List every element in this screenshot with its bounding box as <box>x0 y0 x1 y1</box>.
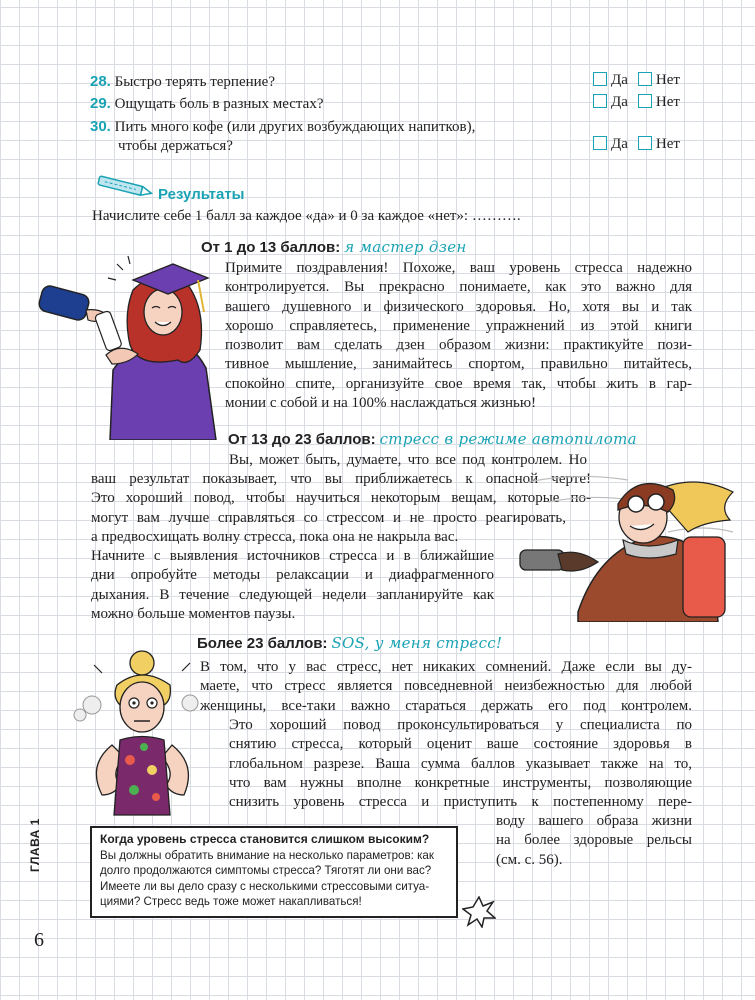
text-line: ваш результат показывает, что вы приближаетесь к опасной черте! <box>91 471 591 487</box>
no-label: Нет <box>655 72 680 88</box>
yes-checkbox[interactable] <box>593 72 607 86</box>
stress-too-high-box <box>90 826 458 918</box>
text-line: Это хороший повод, чтобы научиться некоторым вещам, которые по- <box>91 490 591 507</box>
box-line: Имеете ли вы дело сразу с несколькими стрессовыми ситуа- <box>100 879 430 893</box>
text-line: (см. с. 56). <box>496 851 563 868</box>
text-line: что вам нужны вполне конкретные инструменты, позволяющие <box>229 774 692 791</box>
text-line: тивное мышление, занимайтесь спортом, правильно питайтесь, <box>225 356 692 373</box>
stressed-woman-illustration <box>72 645 222 825</box>
text-line: позволит вам сделать дзен образом жизни: практикуйте пози- <box>225 337 692 354</box>
section-3-text-c <box>496 812 692 870</box>
section-heading: Более 23 баллов: <box>197 635 328 652</box>
pilot-woman-illustration <box>518 462 740 622</box>
no-checkbox[interactable] <box>638 72 652 86</box>
no-label: Нет <box>655 136 680 152</box>
section-3-heading <box>197 634 502 653</box>
section-heading: От 1 до 13 баллов: <box>201 239 341 256</box>
text-line: на более здоровые рельсы <box>496 832 692 849</box>
section-1-text <box>225 259 692 413</box>
burst-star-icon <box>462 896 496 928</box>
text-line: контролируется. Вы прекрасно понимаете, как это важно для <box>225 279 692 296</box>
section-tag: стресс в режиме автопилота <box>379 430 637 448</box>
text-line: Начните с выявления источников стресса и в ближайшие <box>91 548 494 564</box>
text-line: глобальном разрезе. Ваша сумма баллов указывает также на то, <box>229 755 692 772</box>
section-2-text-wide <box>91 470 591 509</box>
answer-group-29 <box>593 94 680 111</box>
text-line: можно больше моментов паузы. <box>91 605 296 622</box>
text-line: могут вам лучше справляться со стрессом и не просто реагировать, <box>91 510 566 526</box>
question-number: 29. <box>90 95 111 112</box>
box-line: циями? Стресс ведь тоже может накапливаться! <box>100 895 362 908</box>
section-2-text-narrow <box>91 547 494 624</box>
text-line: хорошо справляетесь, применение упражнений из этой книги <box>225 317 692 334</box>
question-number: 30. <box>90 118 111 135</box>
results-title: Результаты <box>158 186 245 203</box>
box-title: Когда уровень стресса становится слишком высоким? <box>100 832 430 846</box>
text-line: Примите поздравления! Похоже, ваш уровень стресса надежно <box>225 260 692 276</box>
graduate-woman-illustration <box>38 250 223 440</box>
yes-label: Да <box>611 94 628 110</box>
section-3-text-b <box>229 716 692 812</box>
section-heading: От 13 до 23 баллов: <box>228 431 376 448</box>
yes-checkbox[interactable] <box>593 94 607 108</box>
section-tag: я мастер дзен <box>344 238 467 256</box>
question-text: Быстро терять терпение? <box>114 74 275 90</box>
yes-label: Да <box>611 72 628 88</box>
question-text-cont: чтобы держаться? <box>118 138 233 154</box>
answer-group-28 <box>593 72 680 89</box>
text-line: Это хороший повод проконсультироваться у специалиста по <box>229 717 692 733</box>
text-line: дыхания. В течение следующей недели запланируйте как <box>91 586 494 603</box>
results-instruction: Начислите себе 1 балл за каждое «да» и 0 за каждое «нет»: ………. <box>92 208 521 224</box>
section-1-heading <box>201 238 467 257</box>
question-text: Пить много кофе (или других возбуждающих напитков), <box>114 119 476 135</box>
text-line: снятию стресса, который оценит ваше состояние здоровья в <box>229 736 692 753</box>
yes-label: Да <box>611 136 628 152</box>
text-line: вашего душевного и физического здоровья. Но, хотя вы и так <box>225 298 692 315</box>
text-line: воду вашего образа жизни <box>496 813 692 829</box>
pen-icon <box>92 174 156 200</box>
text-line: женщины, все-таки важно стараться держать его под контролем. <box>200 697 692 714</box>
text-line: маете, что стресс является повседневной неизбежностью для любой <box>200 678 692 695</box>
yes-checkbox[interactable] <box>593 136 607 150</box>
text-line: снизить уровень стресса и приступить к постепенному пере- <box>229 794 692 811</box>
chapter-label: ГЛАВА 1 <box>28 818 42 872</box>
question-text: Ощущать боль в разных местах? <box>114 96 324 112</box>
text-line: монии с собой и на 100% наслаждаться жизнью! <box>225 395 537 412</box>
text-line: дни опробуйте методы релаксации и диафрагменного <box>91 567 494 584</box>
box-line: Вы должны обратить внимание на несколько параметров: как <box>100 848 434 862</box>
text-line: спокойно спите, организуйте свое время так, чтобы жить в гар- <box>225 375 692 392</box>
text-line: а предвосхищать волну стресса, пока она не накрыла вас. <box>91 529 459 546</box>
question-number: 28. <box>90 73 111 90</box>
answer-group-30 <box>593 136 680 153</box>
section-2-line-first: Вы, может быть, думаете, что все под контролем. Но <box>229 452 587 468</box>
no-label: Нет <box>655 94 680 110</box>
section-tag: SOS, у меня стресс! <box>331 634 503 652</box>
section-2-heading <box>228 430 637 449</box>
no-checkbox[interactable] <box>638 136 652 150</box>
text-line: В том, что у вас стресс, нет никаких сомнений. Даже если вы ду- <box>200 659 692 675</box>
section-2-text-mid <box>91 509 566 548</box>
section-3-text <box>200 658 692 716</box>
no-checkbox[interactable] <box>638 94 652 108</box>
page-number: 6 <box>34 929 44 951</box>
box-line: долго продолжаются симптомы стресса? Тяготят ли они вас? <box>100 864 432 877</box>
